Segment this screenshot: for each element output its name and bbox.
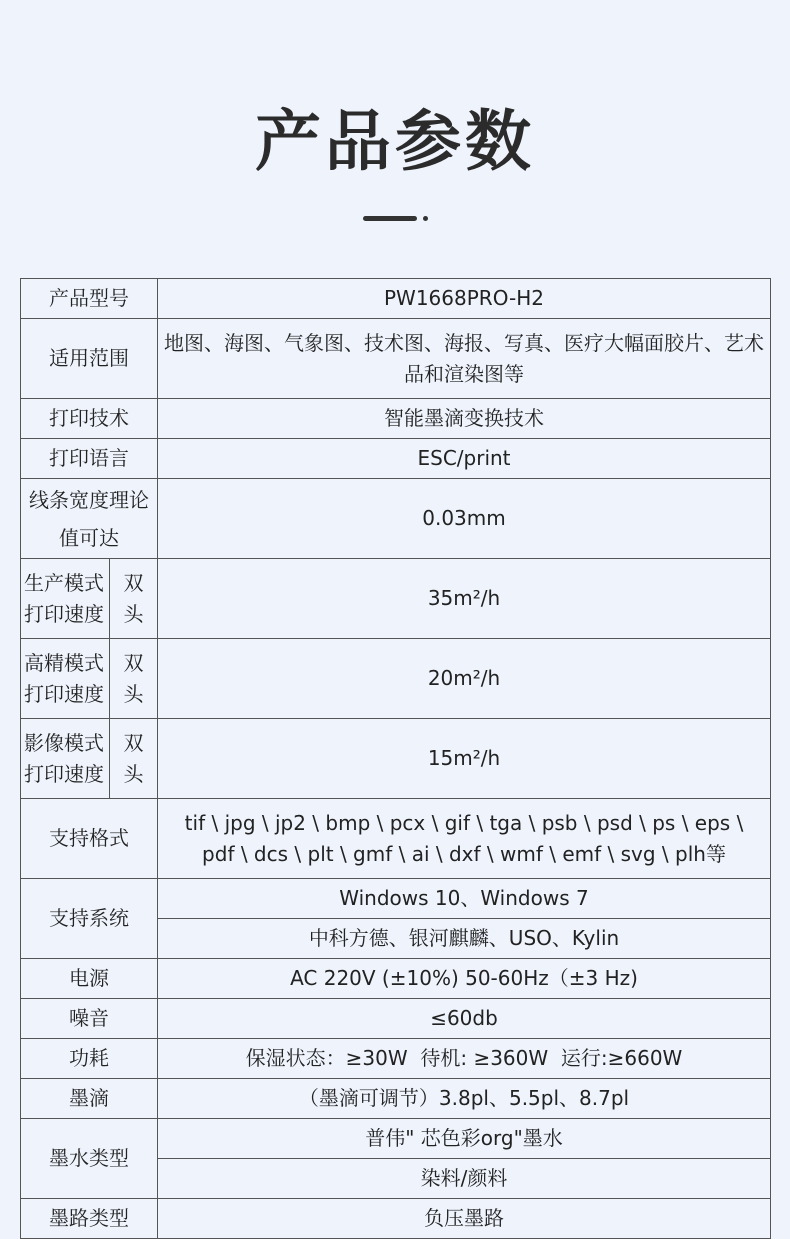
spec-label: 产品型号 <box>21 279 158 319</box>
spec-value: 染料/颜料 <box>158 1159 771 1199</box>
spec-value: 普伟" 芯色彩org"墨水 <box>158 1119 771 1159</box>
spec-value: （墨滴可调节）3.8pl、5.5pl、8.7pl <box>158 1079 771 1119</box>
table-row <box>21 999 771 1039</box>
table-row <box>21 399 771 439</box>
table-row <box>21 799 771 879</box>
spec-value: 保湿状态：≥30W 待机: ≥360W 运行:≥660W <box>158 1039 771 1079</box>
table-row <box>21 439 771 479</box>
table-row <box>21 559 771 639</box>
spec-label: 打印技术 <box>21 399 158 439</box>
spec-value: ≤60db <box>158 999 771 1039</box>
spec-label: 墨滴 <box>21 1079 158 1119</box>
spec-head: 双头 <box>110 559 158 639</box>
spec-label: 电源 <box>21 959 158 999</box>
spec-label: 墨路类型 <box>21 1199 158 1239</box>
table-row <box>21 279 771 319</box>
spec-value: PW1668PRO-H2 <box>158 279 771 319</box>
spec-label: 打印语言 <box>21 439 158 479</box>
spec-label: 支持格式 <box>21 799 158 879</box>
table-row <box>21 959 771 999</box>
spec-label: 适用范围 <box>21 319 158 399</box>
title-underline-dot <box>423 216 428 221</box>
title-underline <box>363 216 417 221</box>
table-row <box>21 319 771 399</box>
table-row <box>21 1199 771 1239</box>
spec-value: 智能墨滴变换技术 <box>158 399 771 439</box>
spec-table <box>20 278 771 1239</box>
spec-value: Windows 10、Windows 7 <box>158 879 771 919</box>
spec-label: 影像模式打印速度 <box>21 719 110 799</box>
spec-value: 负压墨路 <box>158 1199 771 1239</box>
spec-value: 0.03mm <box>158 479 771 559</box>
spec-value: ESC/print <box>158 439 771 479</box>
spec-label: 支持系统 <box>21 879 158 959</box>
table-row <box>21 1119 771 1159</box>
spec-label: 生产模式打印速度 <box>21 559 110 639</box>
table-row <box>21 479 771 559</box>
table-row <box>21 639 771 719</box>
spec-label: 高精模式打印速度 <box>21 639 110 719</box>
spec-value: 15m²/h <box>158 719 771 799</box>
table-row <box>21 1079 771 1119</box>
table-row <box>21 1039 771 1079</box>
spec-value: 35m²/h <box>158 559 771 639</box>
spec-head: 双头 <box>110 719 158 799</box>
spec-label: 功耗 <box>21 1039 158 1079</box>
spec-label: 噪音 <box>21 999 158 1039</box>
spec-value: 地图、海图、气象图、技术图、海报、写真、医疗大幅面胶片、艺术品和渲染图等 <box>158 319 771 399</box>
spec-value: tif \ jpg \ jp2 \ bmp \ pcx \ gif \ tga \ psb \ psd \ ps \ eps \ pdf \ dcs \ plt \ gmf \ ai \ dxf \ wmf \ emf \ svg \ plh等 <box>158 799 771 879</box>
page-title: 产品参数 <box>255 103 535 180</box>
table-row <box>21 879 771 919</box>
spec-value: 中科方德、银河麒麟、USO、Kylin <box>158 919 771 959</box>
table-row <box>21 719 771 799</box>
spec-label: 线条宽度理论值可达 <box>21 479 158 559</box>
spec-value: 20m²/h <box>158 639 771 719</box>
spec-head: 双头 <box>110 639 158 719</box>
spec-label: 墨水类型 <box>21 1119 158 1199</box>
spec-value: AC 220V (±10%) 50-60Hz（±3 Hz) <box>158 959 771 999</box>
